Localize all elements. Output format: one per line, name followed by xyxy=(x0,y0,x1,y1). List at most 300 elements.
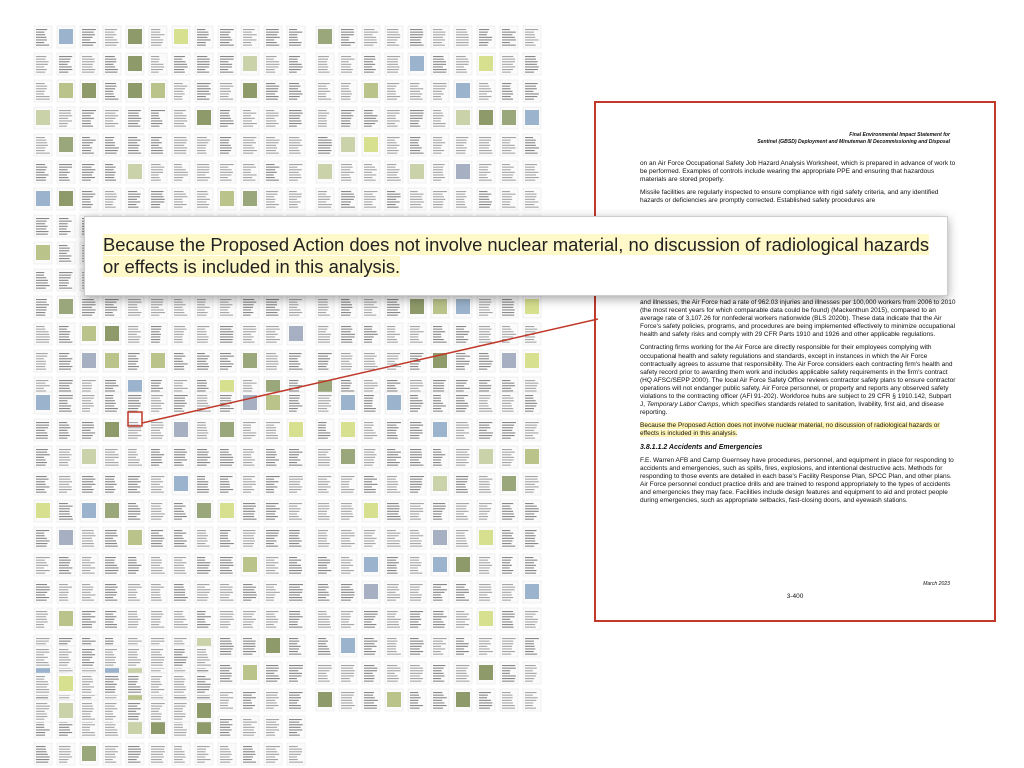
thumbnail-text-line xyxy=(318,465,330,466)
thumbnail-text-line xyxy=(59,659,71,660)
thumbnail-text-line xyxy=(174,411,184,412)
thumbnail-text-line xyxy=(82,37,92,38)
thumbnail-text-line xyxy=(266,45,279,46)
thumbnail-text-line xyxy=(502,142,510,143)
thumbnail-text-line xyxy=(220,697,233,698)
thumbnail-text-line xyxy=(174,123,184,124)
thumbnail-text-line xyxy=(105,594,116,595)
thumbnail-text-line xyxy=(82,61,95,62)
thumbnail-text-line xyxy=(502,668,516,669)
thumbnail-text-line xyxy=(266,153,279,154)
thumbnail-text-line xyxy=(502,519,512,520)
thumbnail-text-line xyxy=(341,535,355,536)
thumbnail-text-line xyxy=(266,56,277,57)
thumbnail-text-line xyxy=(364,675,374,676)
thumbnail-text-line xyxy=(266,29,279,30)
thumbnail-text-line xyxy=(243,533,256,534)
thumbnail-text-line xyxy=(220,29,234,30)
thumbnail-text-line xyxy=(318,668,332,669)
thumbnail-text-line xyxy=(197,39,211,40)
thumbnail-text-line xyxy=(502,654,511,655)
thumbnail-text-line xyxy=(387,546,401,547)
thumbnail-text-line xyxy=(502,167,514,168)
thumbnail-text-line xyxy=(502,700,512,701)
thumbnail-text-line xyxy=(387,196,401,197)
thumbnail-text-line xyxy=(341,326,351,327)
thumbnail-text-line xyxy=(105,735,118,736)
thumbnail-text-line xyxy=(59,732,72,733)
thumbnail-text-line xyxy=(525,405,536,406)
thumbnail-text-line xyxy=(525,390,537,391)
thumbnail-text-line xyxy=(243,597,256,598)
thumbnail-text-line xyxy=(151,713,162,714)
thumbnail-text-line xyxy=(36,137,45,138)
thumbnail-map xyxy=(289,422,303,437)
thumbnail-text-line xyxy=(341,546,351,547)
thumbnail-text-line xyxy=(410,486,421,487)
thumbnail-text-line xyxy=(197,619,205,620)
thumbnail-text-line xyxy=(36,619,47,620)
thumbnail-text-line xyxy=(36,643,46,644)
thumbnail-text-line xyxy=(387,594,400,595)
thumbnail-text-line xyxy=(197,29,205,30)
thumbnail-map xyxy=(433,476,447,491)
thumbnail-text-line xyxy=(387,543,400,544)
thumbnail-text-line xyxy=(266,207,275,208)
thumbnail-text-line xyxy=(456,388,470,389)
thumbnail-text-line xyxy=(364,462,374,463)
thumbnail-text-line xyxy=(151,150,163,151)
thumbnail-text-line xyxy=(525,411,533,412)
thumbnail-text-line xyxy=(525,34,535,35)
thumbnail-text-line xyxy=(197,662,205,663)
thumbnail-text-line xyxy=(341,383,352,384)
thumbnail-text-line xyxy=(433,99,442,100)
thumbnail-text-line xyxy=(341,369,351,370)
thumbnail-text-line xyxy=(151,326,161,327)
thumbnail-text-line xyxy=(318,503,329,504)
thumbnail-text-line xyxy=(456,369,465,370)
thumbnail-text-line xyxy=(525,204,534,205)
thumbnail-text-line xyxy=(341,678,350,679)
thumbnail-text-line xyxy=(197,594,208,595)
thumbnail-text-line xyxy=(151,59,160,60)
thumbnail-text-line xyxy=(289,724,303,725)
thumbnail-text-line xyxy=(318,400,331,401)
thumbnail-text-line xyxy=(525,540,535,541)
thumbnail-text-line xyxy=(387,299,398,300)
thumbnail-text-line xyxy=(82,627,92,628)
thumbnail-text-line xyxy=(197,400,207,401)
thumbnail-text-line xyxy=(82,196,93,197)
thumbnail-text-line xyxy=(525,64,537,65)
thumbnail-text-line xyxy=(364,331,377,332)
thumbnail-text-line xyxy=(197,169,209,170)
thumbnail-text-line xyxy=(128,508,140,509)
thumbnail-text-line xyxy=(410,207,423,208)
thumbnail-text-line xyxy=(433,454,445,455)
thumbnail-text-line xyxy=(151,403,164,404)
thumbnail-text-line xyxy=(128,312,141,313)
thumbnail-text-line xyxy=(364,611,378,612)
thumbnail-text-line xyxy=(128,422,138,423)
thumbnail-text-line xyxy=(82,624,92,625)
thumbnail-text-line xyxy=(502,199,512,200)
thumbnail-text-line xyxy=(456,457,469,458)
thumbnail-text-line xyxy=(174,508,182,509)
thumbnail-text-line xyxy=(410,361,421,362)
thumbnail-map xyxy=(410,299,424,314)
thumbnail-text-line xyxy=(220,169,232,170)
thumbnail-text-line xyxy=(59,169,68,170)
thumbnail-text-line xyxy=(82,432,95,433)
thumbnail-text-line xyxy=(525,88,537,89)
thumbnail-text-line xyxy=(433,646,441,647)
thumbnail-text-line xyxy=(105,621,113,622)
thumbnail-text-line xyxy=(479,361,493,362)
thumbnail-text-line xyxy=(266,72,275,73)
thumbnail-text-line xyxy=(479,177,488,178)
thumbnail-text-line xyxy=(341,538,350,539)
thumbnail-text-line xyxy=(36,285,50,286)
thumbnail-map xyxy=(341,137,355,152)
thumbnail-text-line xyxy=(364,196,376,197)
thumbnail-text-line xyxy=(197,754,208,755)
thumbnail-text-line xyxy=(59,167,72,168)
thumbnail-text-line xyxy=(105,411,117,412)
thumbnail-text-line xyxy=(456,681,470,682)
thumbnail-text-line xyxy=(220,167,228,168)
thumbnail-text-line xyxy=(59,369,71,370)
thumbnail-text-line xyxy=(59,110,71,111)
thumbnail-text-line xyxy=(82,538,92,539)
thumbnail-text-line xyxy=(174,385,183,386)
thumbnail-text-line xyxy=(243,479,252,480)
thumbnail-text-line xyxy=(59,516,72,517)
thumbnail-text-line xyxy=(82,435,93,436)
thumbnail-text-line xyxy=(197,749,206,750)
thumbnail-text-line xyxy=(364,438,373,439)
thumbnail-text-line xyxy=(174,342,183,343)
thumbnail-text-line xyxy=(525,150,535,151)
thumbnail-text-line xyxy=(151,624,159,625)
thumbnail-text-line xyxy=(318,199,330,200)
thumbnail-text-line xyxy=(318,476,331,477)
thumbnail-text-line xyxy=(197,762,205,763)
thumbnail-text-line xyxy=(410,673,423,674)
thumbnail-text-line xyxy=(128,665,136,666)
thumbnail-text-line xyxy=(36,385,50,386)
thumbnail-text-line xyxy=(266,587,274,588)
thumbnail-text-line xyxy=(105,177,114,178)
thumbnail-text-line xyxy=(364,540,374,541)
thumbnail-text-line xyxy=(341,64,351,65)
thumbnail-text-line xyxy=(364,164,372,165)
thumbnail-text-line xyxy=(105,611,116,612)
thumbnail-text-line xyxy=(197,61,210,62)
thumbnail-text-line xyxy=(525,329,537,330)
thumbnail-text-line xyxy=(433,449,441,450)
thumbnail-text-line xyxy=(151,719,161,720)
thumbnail-text-line xyxy=(36,339,50,340)
thumbnail-text-line xyxy=(59,484,69,485)
thumbnail-text-line xyxy=(289,411,297,412)
thumbnail-text-line xyxy=(197,99,209,100)
thumbnail-text-line xyxy=(82,589,93,590)
thumbnail-text-line xyxy=(36,164,45,165)
thumbnail-text-line xyxy=(220,705,228,706)
thumbnail-text-line xyxy=(36,538,47,539)
thumbnail-text-line xyxy=(59,589,68,590)
thumbnail-text-line xyxy=(364,705,377,706)
thumbnail-text-line xyxy=(410,557,419,558)
thumbnail-text-line xyxy=(525,39,538,40)
thumbnail-text-line xyxy=(59,66,72,67)
thumbnail-text-line xyxy=(341,69,353,70)
thumbnail-text-line xyxy=(151,64,163,65)
thumbnail-text-line xyxy=(59,288,72,289)
thumbnail-text-line xyxy=(525,86,536,87)
thumbnail-text-line xyxy=(456,503,469,504)
thumbnail-text-line xyxy=(220,147,232,148)
thumbnail-text-line xyxy=(502,180,516,181)
thumbnail-text-line xyxy=(266,37,280,38)
thumbnail-text-line xyxy=(289,594,300,595)
thumbnail-text-line xyxy=(220,570,232,571)
thumbnail-text-line xyxy=(502,535,512,536)
thumbnail-text-line xyxy=(128,366,139,367)
thumbnail-text-line xyxy=(36,56,46,57)
thumbnail-map xyxy=(174,29,188,44)
thumbnail-text-line xyxy=(410,99,423,100)
thumbnail-text-line xyxy=(289,751,302,752)
thumbnail-text-line xyxy=(525,422,539,423)
thumbnail-text-line xyxy=(479,369,487,370)
thumbnail-text-line xyxy=(243,390,252,391)
thumbnail-text-line xyxy=(289,503,302,504)
thumbnail-text-line xyxy=(151,339,160,340)
thumbnail-text-line xyxy=(128,506,138,507)
thumbnail-text-line xyxy=(197,403,208,404)
thumbnail-text-line xyxy=(479,503,492,504)
thumbnail-text-line xyxy=(410,147,422,148)
thumbnail-text-line xyxy=(220,600,234,601)
thumbnail-map xyxy=(364,584,378,599)
thumbnail-text-line xyxy=(266,64,279,65)
thumbnail-text-line xyxy=(59,282,69,283)
thumbnail-text-line xyxy=(151,560,162,561)
thumbnail-text-line xyxy=(220,452,229,453)
thumbnail-text-line xyxy=(387,194,400,195)
thumbnail-text-line xyxy=(456,201,465,202)
thumbnail-text-line xyxy=(105,624,117,625)
thumbnail-text-line xyxy=(318,624,330,625)
thumbnail-text-line xyxy=(266,304,277,305)
thumbnail-text-line xyxy=(82,120,91,121)
thumbnail-text-line xyxy=(105,662,116,663)
thumbnail-text-line xyxy=(502,432,515,433)
thumbnail-text-line xyxy=(410,430,422,431)
thumbnail-text-line xyxy=(387,356,398,357)
thumbnail-text-line xyxy=(197,649,206,650)
thumbnail-text-line xyxy=(174,516,187,517)
thumbnail-text-line xyxy=(525,670,533,671)
thumbnail-text-line xyxy=(318,435,330,436)
thumbnail-text-line xyxy=(456,56,466,57)
thumbnail-text-line xyxy=(151,69,163,70)
thumbnail-text-line xyxy=(364,353,375,354)
thumbnail-text-line xyxy=(197,142,208,143)
thumbnail-text-line xyxy=(525,651,534,652)
thumbnail-text-line xyxy=(59,729,70,730)
thumbnail-text-line xyxy=(36,390,46,391)
thumbnail-text-line xyxy=(128,756,139,757)
thumbnail-text-line xyxy=(59,363,70,364)
thumbnail-text-line xyxy=(36,746,46,747)
thumbnail-text-line xyxy=(341,705,355,706)
thumbnail-text-line xyxy=(174,201,183,202)
thumbnail-text-line xyxy=(456,425,469,426)
thumbnail-text-line xyxy=(456,427,469,428)
thumbnail-map xyxy=(479,110,493,125)
thumbnail-text-line xyxy=(318,627,331,628)
thumbnail-text-line xyxy=(174,679,185,680)
thumbnail-text-line xyxy=(243,719,252,720)
thumbnail-text-line xyxy=(433,673,444,674)
thumbnail-text-line xyxy=(387,363,397,364)
thumbnail-text-line xyxy=(410,705,423,706)
thumbnail-map xyxy=(525,299,539,314)
thumbnail-text-line xyxy=(197,88,211,89)
thumbnail-text-line xyxy=(289,64,302,65)
thumbnail-text-line xyxy=(82,689,91,690)
thumbnail-text-line xyxy=(364,309,372,310)
thumbnail-text-line xyxy=(479,45,488,46)
thumbnail-text-line xyxy=(197,652,206,653)
thumbnail-text-line xyxy=(36,584,47,585)
thumbnail-text-line xyxy=(36,172,45,173)
thumbnail-text-line xyxy=(59,59,70,60)
thumbnail-text-line xyxy=(456,385,464,386)
thumbnail-text-line xyxy=(341,56,351,57)
thumbnail-text-line xyxy=(456,513,464,514)
thumbnail-text-line xyxy=(364,110,373,111)
thumbnail-text-line xyxy=(151,329,161,330)
thumbnail-text-line xyxy=(502,380,510,381)
thumbnail-text-line xyxy=(364,533,374,534)
thumbnail-text-line xyxy=(128,462,139,463)
thumbnail-text-line xyxy=(318,540,327,541)
thumbnail-text-line xyxy=(220,363,234,364)
thumbnail-text-line xyxy=(525,83,538,84)
thumbnail-text-line xyxy=(266,430,276,431)
thumbnail-text-line xyxy=(59,754,70,755)
thumbnail-text-line xyxy=(174,174,188,175)
thumbnail-text-line xyxy=(479,489,490,490)
thumbnail-text-line xyxy=(502,86,510,87)
thumbnail-text-line xyxy=(525,643,534,644)
thumbnail-text-line xyxy=(410,621,419,622)
thumbnail-map xyxy=(105,326,119,341)
thumbnail-text-line xyxy=(128,126,140,127)
thumbnail-text-line xyxy=(36,72,45,73)
thumbnail-text-line xyxy=(243,147,254,148)
thumbnail-text-line xyxy=(289,457,298,458)
thumbnail-text-line xyxy=(341,570,354,571)
thumbnail-text-line xyxy=(36,479,49,480)
thumbnail-text-line xyxy=(174,713,186,714)
thumbnail-text-line xyxy=(456,614,469,615)
thumbnail-text-line xyxy=(266,342,277,343)
thumbnail-text-line xyxy=(410,438,419,439)
thumbnail-text-line xyxy=(105,476,115,477)
thumbnail-text-line xyxy=(105,703,117,704)
thumbnail-text-line xyxy=(82,72,94,73)
thumbnail-text-line xyxy=(105,567,119,568)
thumbnail-text-line xyxy=(82,543,94,544)
thumbnail-text-line xyxy=(220,584,229,585)
thumbnail-text-line xyxy=(59,361,71,362)
thumbnail-text-line xyxy=(36,627,44,628)
thumbnail-text-line xyxy=(82,560,90,561)
thumbnail-text-line xyxy=(82,492,93,493)
thumbnail-text-line xyxy=(341,302,350,303)
thumbnail-text-line xyxy=(387,641,397,642)
thumbnail-text-line xyxy=(341,353,351,354)
thumbnail-text-line xyxy=(197,331,207,332)
thumbnail-text-line xyxy=(341,299,349,300)
thumbnail-text-line xyxy=(266,120,276,121)
thumbnail-text-line xyxy=(456,678,467,679)
thumbnail-text-line xyxy=(151,390,160,391)
thumbnail-text-line xyxy=(151,32,160,33)
thumbnail-text-line xyxy=(174,64,187,65)
thumbnail-text-line xyxy=(151,39,163,40)
thumbnail-text-line xyxy=(387,557,398,558)
thumbnail-text-line xyxy=(289,654,301,655)
thumbnail-text-line xyxy=(105,83,116,84)
thumbnail-text-line xyxy=(243,120,252,121)
thumbnail-text-line xyxy=(456,600,469,601)
thumbnail-text-line xyxy=(220,616,232,617)
thumbnail-text-line xyxy=(82,123,91,124)
thumbnail-text-line xyxy=(410,390,421,391)
thumbnail-text-line xyxy=(289,405,302,406)
thumbnail-text-line xyxy=(82,299,94,300)
thumbnail-text-line xyxy=(36,732,45,733)
thumbnail-text-line xyxy=(197,432,208,433)
thumbnail-text-line xyxy=(266,326,279,327)
thumbnail-text-line xyxy=(197,383,207,384)
thumbnail-text-line xyxy=(243,299,254,300)
thumbnail-text-line xyxy=(220,476,233,477)
thumbnail-map xyxy=(341,638,355,653)
thumbnail-text-line xyxy=(525,702,533,703)
thumbnail-text-line xyxy=(387,621,399,622)
thumbnail-text-line xyxy=(410,570,418,571)
thumbnail-text-line xyxy=(318,110,327,111)
thumbnail-text-line xyxy=(410,681,421,682)
thumbnail-text-line xyxy=(174,465,184,466)
thumbnail-text-line xyxy=(502,584,513,585)
thumbnail-text-line xyxy=(387,508,399,509)
thumbnail-text-line xyxy=(36,708,49,709)
thumbnail-text-line xyxy=(197,329,205,330)
thumbnail-text-line xyxy=(289,762,303,763)
thumbnail-text-line xyxy=(364,180,376,181)
thumbnail-text-line xyxy=(82,34,95,35)
thumbnail-text-line xyxy=(220,484,230,485)
